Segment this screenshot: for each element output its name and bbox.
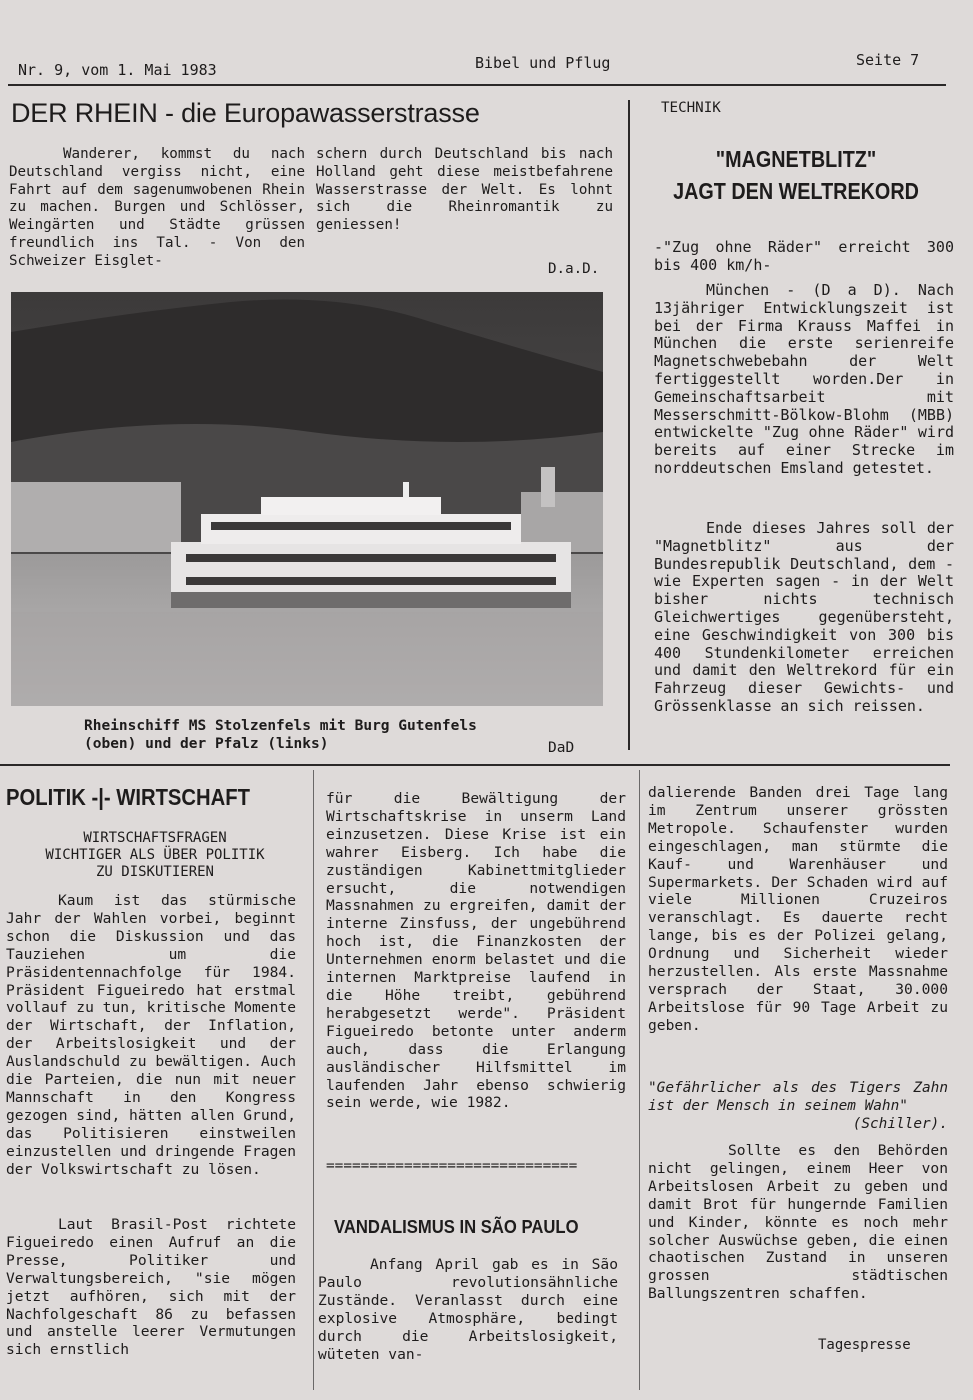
photo-caption-line1: Rheinschiff MS Stolzenfels mit Burg Gutenfels	[84, 718, 477, 734]
technik-p1-text: München - (D a D). Nach 13jähriger Entwicklungszeit ist bei der Firma Krauss Maffei in München die erste serienreife Magnetschwebebahn der Welt fertiggestellt worden.Der in Gemeinschaftsarbeit mit Messerschmitt-Bölkow-Blohm (MBB) entwickelte "Zug ohne Räder" wird bereits auf einer Strecke im norddeutschen Emsland getestet.	[654, 281, 954, 477]
rhein-title: DER RHEIN - die Europawasserstrasse	[11, 98, 480, 128]
politik-p2-text: Laut Brasil-Post richtete Figueiredo einen Aufruf an die Presse, Politiker und Verwaltungsbereich, "sie mögen jetzt aufhören, sich mit der Nachfolgeschaft 86 zu befassen und anstelle leerer Vermutungen sich ernstlich	[6, 1216, 296, 1359]
issue-info: Nr. 9, vom 1. Mai 1983	[18, 61, 217, 79]
ship-photo-illustration	[11, 292, 603, 706]
vandalismus-p3	[648, 1142, 948, 1303]
vandalismus-p3-text: Sollte es den Behörden nicht gelingen, einem Heer von Arbeitslosen Arbeit zu geben und damit Brot für hungernde Familien und Kinder, könnte es noch mehr solcher Auswüchse geben, die einen chaotischen Zustand in unseren grossen städtischen Ballungszentren schaffen.	[648, 1142, 948, 1303]
technik-p2	[654, 520, 954, 716]
politik-section-title: POLITIK -|- WIRTSCHAFT	[6, 784, 251, 810]
page-number: Seite 7	[856, 51, 920, 69]
rhein-col1-text: Wanderer, kommst du nach Deutschland vergiss nicht, eine Fahrt auf dem sagenumwobenen Rhein zu machen. Burgen und Schlösser, Weingärten und Städte grüssen freundlich ins Tal. - Von den Schweizer Eisglet-	[9, 146, 305, 269]
politik-p1-text: Kaum ist das stürmische Jahr der Wahlen vorbei, beginnt schon die Diskussion und das Tauziehen um die Präsidentennachfolge für 1984. Präsident Figueiredo hat erstmal vollauf zu tun, kritische Momente der Wirtschaft, der Inflation, der Arbeitslosigkeit und der Auslandschuld zu bewältigen. Auch die Parteien, die nun mit neuer Mannschaft in den Kongress gezogen sind, hätten allen Grund, das Politisieren einstweilen einzustellen und dringende Fragen der Volkswirtschaft zu lösen.	[6, 892, 296, 1178]
politik-sub1: WIRTSCHAFTSFRAGEN	[83, 830, 227, 846]
middle-rule	[0, 764, 950, 766]
technik-lead-text: -"Zug ohne Räder" erreicht 300 bis 400 km/h-	[654, 238, 954, 274]
politik-separator: =============================	[326, 1158, 578, 1174]
column-divider	[628, 100, 630, 750]
vandalismus-quote-text: "Gefährlicher als des Tigers Zahn ist der Mensch in seinem Wahn"	[648, 1080, 948, 1114]
politik-p3-text: für die Bewältigung der Wirtschaftskrise in unserm Land einzusetzen. Diese Krise ist ein wahrer Eisberg. Ich habe die zuständigen Kabinettmitglieder ersucht, die notwendigen Massnahmen zu ergreifen, damit der interne Zinsfuss, der ungebührend hoch ist, die Finanzkosten der Unternehmen enorm belastet und die internen Marktpreise laufend in die Höhe treibt, gebührend herabgesetzt werde". Präsident Figueiredo betonte unter anderm auch, dass die Erlangung ausländischer Hilfsmittel im laufenden Jahr ebenso schwierig sein werde, wie 1982.	[326, 790, 626, 1112]
technik-headline1: "MAGNETBLITZ"	[715, 146, 877, 172]
header-rule	[8, 84, 946, 86]
rhein-col1	[9, 146, 305, 271]
photo-caption-author: DaD	[548, 740, 575, 756]
rhein-ship-photo	[11, 292, 603, 706]
lower-divider-2	[639, 770, 640, 1390]
vandalismus-p1-text: Anfang April gab es in São Paulo revolutionsähnliche Zustände. Veranlasst durch eine explosive Atmosphäre, bedingt durch die Arbeitslosigkeit, wüteten van-	[318, 1256, 618, 1363]
rhein-col2	[316, 146, 613, 235]
technik-p2-text: Ende dieses Jahres soll der "Magnetblitz" aus der Bundesrepublik Deutschland, dem - wie Experten sagen - in der Welt bisher nichts technisch Gleichwertiges gegenübersteht, eine Geschwindigkeit von 300 bis 400 Stundenkilometer erreichen und damit den Weltrekord für ein Fahrzeug dieser Gewichts- und Grössenklasse an sich reissen.	[654, 519, 954, 715]
vandalismus-title: VANDALISMUS IN SÃO PAULO	[334, 1216, 579, 1237]
politik-p2	[6, 1216, 296, 1359]
technik-p1	[654, 282, 954, 478]
photo-caption-line2: (oben) und der Pfalz (links)	[84, 736, 329, 752]
technik-headline2: JAGT DEN WELTREKORD	[673, 178, 919, 204]
politik-p1	[6, 892, 296, 1179]
politik-sub2: WICHTIGER ALS ÜBER POLITIK	[45, 847, 265, 863]
politik-p3	[326, 790, 626, 1112]
vandalismus-p2	[648, 784, 948, 1035]
technik-section-label: TECHNIK	[661, 100, 721, 116]
vandalismus-quote-author: (Schiller).	[852, 1115, 948, 1132]
politik-sub3: ZU DISKUTIEREN	[95, 864, 214, 880]
vandalismus-p2-text: dalierende Banden drei Tage lang im Zentrum unserer grössten Metropole. Schaufenster wurden eingeschlagen, man stürmte die Kauf- und Warenhäuser und Supermarkets. Der Schaden wird auf viele Millionen Cruzeiros veranschlagt. Es dauerte recht lange, bis es der Polizei gelang, Ordnung und Sicherheit wieder herzustellen. Als erste Massnahme versprach der Staat, 30.000 Arbeitslose für 90 Tage Arbeit zu geben.	[648, 784, 948, 1034]
paper-name: Bibel und Pflug	[475, 54, 611, 72]
vandalismus-p1	[318, 1256, 618, 1363]
technik-lead	[654, 238, 954, 274]
lower-divider-1	[313, 770, 314, 1390]
politik-subheadline	[6, 830, 304, 881]
vandalismus-quote	[648, 1080, 948, 1134]
rhein-col2-text: schern durch Deutschland bis nach Holland geht diese meistbefahrene Wasserstrasse der Welt. Es lohnt sich die Rheinromantik zu geniessen!	[316, 146, 613, 234]
rhein-author: D.a.D.	[548, 261, 600, 277]
vandalismus-source: Tagespresse	[818, 1337, 911, 1353]
